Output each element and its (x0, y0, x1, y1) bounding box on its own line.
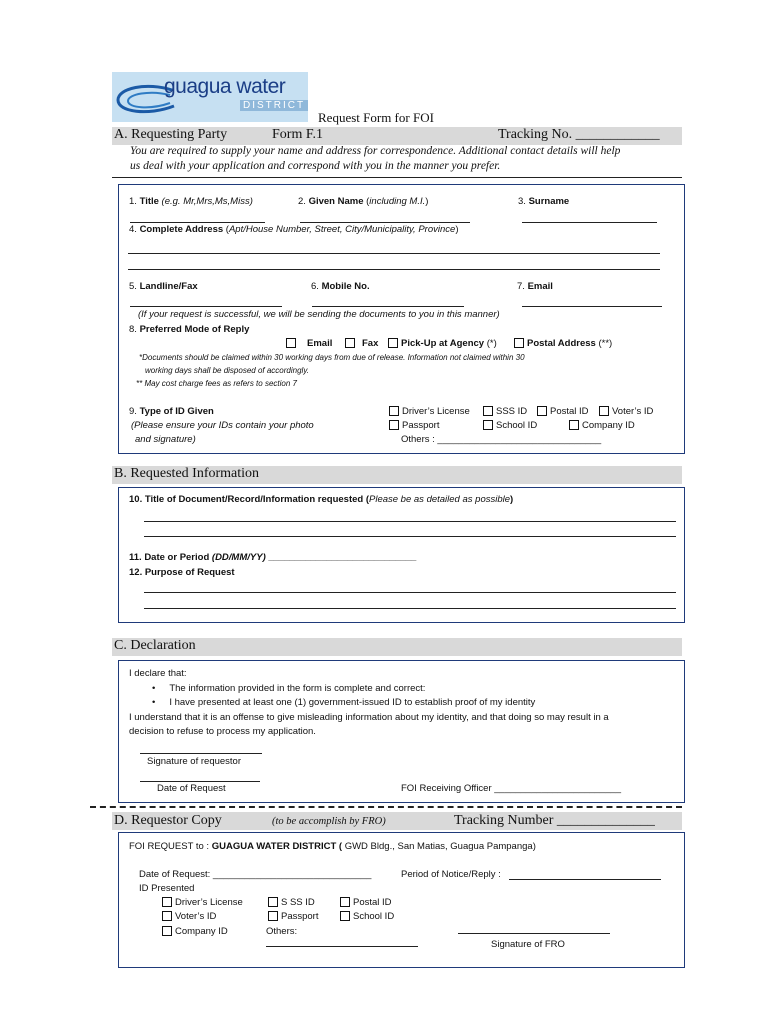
request-date-label: Date of Request (157, 783, 226, 794)
date-period-label: 11. Date or Period (DD/MM/YY) ____________________________ (129, 552, 417, 563)
fax-checkbox[interactable] (345, 338, 355, 348)
copy-sss-checkbox[interactable] (268, 897, 278, 907)
sss-checkbox[interactable] (483, 406, 493, 416)
section-a-heading: A. Requesting Party (114, 127, 228, 142)
copy-school-checkbox[interactable] (340, 911, 350, 921)
surname-label: 3. Surname (518, 196, 570, 207)
reply-pickup-option[interactable]: Pick-Up at Agency (*) (388, 338, 497, 349)
requestor-signature-label: Signature of requestor (147, 756, 242, 767)
form-number: Form F.1 (272, 127, 324, 142)
id-others-field[interactable]: Others : _______________________________ (401, 434, 602, 445)
declaration-statement-2: decision to refuse to process my application. (129, 726, 316, 737)
form-title: Request Form for FOI (318, 110, 434, 125)
fee-note: ** May cost charge fees as refers to section 7 (136, 379, 297, 388)
mobile-field[interactable] (312, 306, 464, 307)
logo-text: guagua water (164, 75, 286, 98)
reply-postal-option[interactable]: Postal Address (**) (514, 338, 612, 349)
pickup-checkbox[interactable] (388, 338, 398, 348)
cut-line (90, 806, 682, 808)
email-checkbox[interactable] (286, 338, 296, 348)
document-title-label: 10. Title of Document/Record/Information requested (Please be as detailed as possible) (129, 494, 514, 505)
document-title-field-2[interactable] (144, 536, 676, 537)
declaration-statement-1: I understand that it is an offense to give misleading information about my identity, and that doing so may result in a (129, 712, 609, 723)
purpose-field-2[interactable] (144, 608, 676, 609)
section-d-tracking: Tracking Number ______________ (454, 813, 655, 828)
tracking-number: Tracking No. ____________ (498, 127, 660, 142)
copy-company-checkbox[interactable] (162, 926, 172, 936)
id-hint-1: (Please ensure your IDs contain your photo (131, 420, 314, 431)
intro-text-2: us deal with your application and correspond with you in the manner you prefer. (130, 160, 501, 172)
id-drivers-option[interactable]: Driver’s License (389, 406, 470, 417)
fro-signature-label: Signature of FRO (491, 939, 565, 950)
address-field-2[interactable] (128, 269, 660, 270)
copy-company-option[interactable]: Company ID (162, 926, 228, 937)
section-c-header (112, 638, 682, 656)
purpose-label: 12. Purpose of Request (129, 567, 235, 578)
claim-note-2: working days shall be disposed of accordingly. (145, 366, 309, 375)
period-of-notice-field[interactable] (509, 879, 661, 880)
given-name-field[interactable] (300, 222, 470, 223)
title-label: 1. Title (e.g. Mr,Mrs,Ms,Miss) (129, 196, 253, 207)
declare-text: I declare that: (129, 668, 187, 679)
period-of-notice-label: Period of Notice/Reply : (401, 869, 501, 880)
email-field[interactable] (522, 306, 662, 307)
voters-id-checkbox[interactable] (599, 406, 609, 416)
landline-label: 5. Landline/Fax (129, 281, 198, 292)
drivers-license-checkbox[interactable] (389, 406, 399, 416)
address-field-1[interactable] (128, 253, 660, 254)
company-id-checkbox[interactable] (569, 420, 579, 430)
id-presented-label: ID Presented (139, 883, 195, 894)
copy-sss-option[interactable]: S SS ID (268, 897, 315, 908)
section-d-note: (to be accomplish by FRO) (272, 816, 386, 827)
copy-passport-option[interactable]: Passport (268, 911, 319, 922)
section-d-heading: D. Requestor Copy (114, 813, 222, 828)
declaration-bullet-2: • I have presented at least one (1) government-issued ID to establish proof of my identity (152, 697, 536, 708)
passport-checkbox[interactable] (389, 420, 399, 430)
declaration-bullet-1: • The information provided in the form is complete and correct: (152, 683, 426, 694)
id-school-option[interactable]: School ID (483, 420, 537, 431)
request-date-line[interactable] (140, 781, 260, 782)
document-title-field-1[interactable] (144, 521, 676, 522)
address-label: 4. Complete Address (Apt/House Number, Street, City/Municipality, Province) (129, 224, 459, 235)
title-field[interactable] (130, 222, 265, 223)
given-name-label: 2. Given Name (including M.I.) (298, 196, 429, 207)
reply-email-option[interactable]: Email (286, 338, 332, 349)
purpose-field-1[interactable] (144, 592, 676, 593)
section-c-heading: C. Declaration (114, 638, 196, 653)
id-voters-option[interactable]: Voter’s ID (599, 406, 653, 417)
copy-voters-option[interactable]: Voter’s ID (162, 911, 216, 922)
id-passport-option[interactable]: Passport (389, 420, 440, 431)
id-sss-option[interactable]: SSS ID (483, 406, 527, 417)
id-type-label: 9. Type of ID Given (129, 406, 214, 417)
copy-others-label: Others: (266, 926, 298, 937)
id-company-option[interactable]: Company ID (569, 420, 635, 431)
copy-others-field[interactable] (266, 946, 418, 947)
copy-school-option[interactable]: School ID (340, 911, 394, 922)
intro-text-1: You are required to supply your name and address for correspondence. Additional contact details will help (130, 145, 621, 157)
landline-field[interactable] (130, 306, 282, 307)
id-hint-2: and signature) (135, 434, 196, 445)
claim-note-1: *Documents should be claimed within 30 working days from due of release. Information not claimed within 30 (139, 353, 525, 362)
mobile-label: 6. Mobile No. (311, 281, 370, 292)
copy-voters-checkbox[interactable] (162, 911, 172, 921)
logo (112, 72, 308, 122)
section-b-heading: B. Requested Information (114, 466, 260, 481)
copy-postal-checkbox[interactable] (340, 897, 350, 907)
copy-postal-option[interactable]: Postal ID (340, 897, 392, 908)
copy-date-of-request[interactable]: Date of Request: ______________________________ (139, 869, 372, 880)
copy-drivers-option[interactable]: Driver’s License (162, 897, 243, 908)
copy-drivers-checkbox[interactable] (162, 897, 172, 907)
logo-subtext: DISTRICT (240, 100, 308, 111)
success-note: (If your request is successful, we will be sending the documents to you in this manner) (138, 309, 500, 320)
postal-checkbox[interactable] (514, 338, 524, 348)
id-postal-option[interactable]: Postal ID (537, 406, 589, 417)
postal-id-checkbox[interactable] (537, 406, 547, 416)
receiving-officer[interactable]: FOI Receiving Officer ________________________ (401, 783, 622, 794)
divider (112, 177, 682, 178)
copy-passport-checkbox[interactable] (268, 911, 278, 921)
request-to: FOI REQUEST to : GUAGUA WATER DISTRICT ( GWD Bldg., San Matias, Guagua Pampanga) (129, 841, 536, 852)
reply-fax-option[interactable]: Fax (345, 338, 378, 349)
reply-mode-label: 8. Preferred Mode of Reply (129, 324, 250, 335)
surname-field[interactable] (522, 222, 657, 223)
requestor-signature-line[interactable] (140, 753, 262, 754)
fro-signature-line[interactable] (458, 933, 610, 934)
email-label: 7. Email (517, 281, 553, 292)
school-id-checkbox[interactable] (483, 420, 493, 430)
